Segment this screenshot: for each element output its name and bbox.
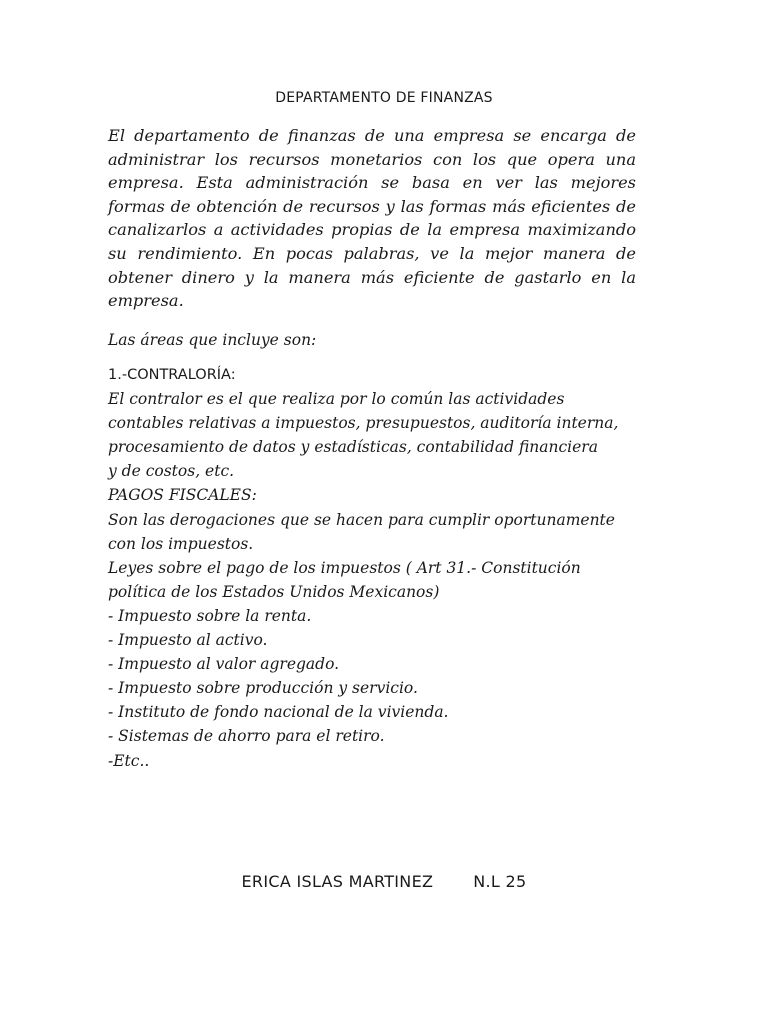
section-heading-pagos-fiscales: PAGOS FISCALES: (108, 486, 257, 505)
list-item: - Impuesto sobre producción y servicio. (108, 679, 418, 698)
content-lines (108, 363, 668, 773)
text-line: con los impuestos. (108, 534, 254, 553)
list-item: - Sistemas de ahorro para el retiro. (108, 727, 385, 746)
list-item: - Impuesto al valor agregado. (108, 655, 340, 674)
text-line: política de los Estados Unidos Mexicanos) (108, 582, 440, 601)
list-item: - Impuesto al activo. (108, 631, 268, 650)
areas-intro: Las áreas que incluye son: (108, 331, 317, 349)
intro-paragraph: El departamento de finanzas de una empresa se encarga de administrar los recursos monetarios con los que opera una empresa. Esta administración se basa en ver las mejores formas de obtención de recursos y las formas más eficientes de canalizarlos a actividades propias de la empresa maximizando su rendimiento. En pocas palabras, ve la mejor manera de obtener dinero y la manera más eficiente de gastarlo en la empresa. (108, 126, 636, 311)
author-name: ERICA ISLAS MARTINEZ (241, 872, 434, 891)
list-number: N.L 25 (473, 872, 527, 891)
text-line: contables relativas a impuestos, presupuestos, auditoría interna, (108, 414, 619, 433)
text-line: y de costos, etc. (108, 462, 235, 481)
text-line: procesamiento de datos y estadísticas, contabilidad financiera (108, 438, 598, 457)
section-heading-contraloria: 1.-CONTRALORÍA: (108, 367, 236, 383)
list-item: - Instituto de fondo nacional de la vivienda. (108, 703, 449, 722)
text-line: Son las derogaciones que se hacen para cumplir oportunamente (108, 510, 615, 529)
text-line: Leyes sobre el pago de los impuestos ( Art 31.- Constitución (108, 558, 581, 577)
list-item: - Impuesto sobre la renta. (108, 606, 312, 625)
document-title: DEPARTAMENTO DE FINANZAS (275, 90, 493, 106)
text-line: El contralor es el que realiza por lo común las actividades (108, 390, 565, 409)
document-footer (0, 872, 768, 891)
list-item: -Etc.. (108, 751, 150, 770)
